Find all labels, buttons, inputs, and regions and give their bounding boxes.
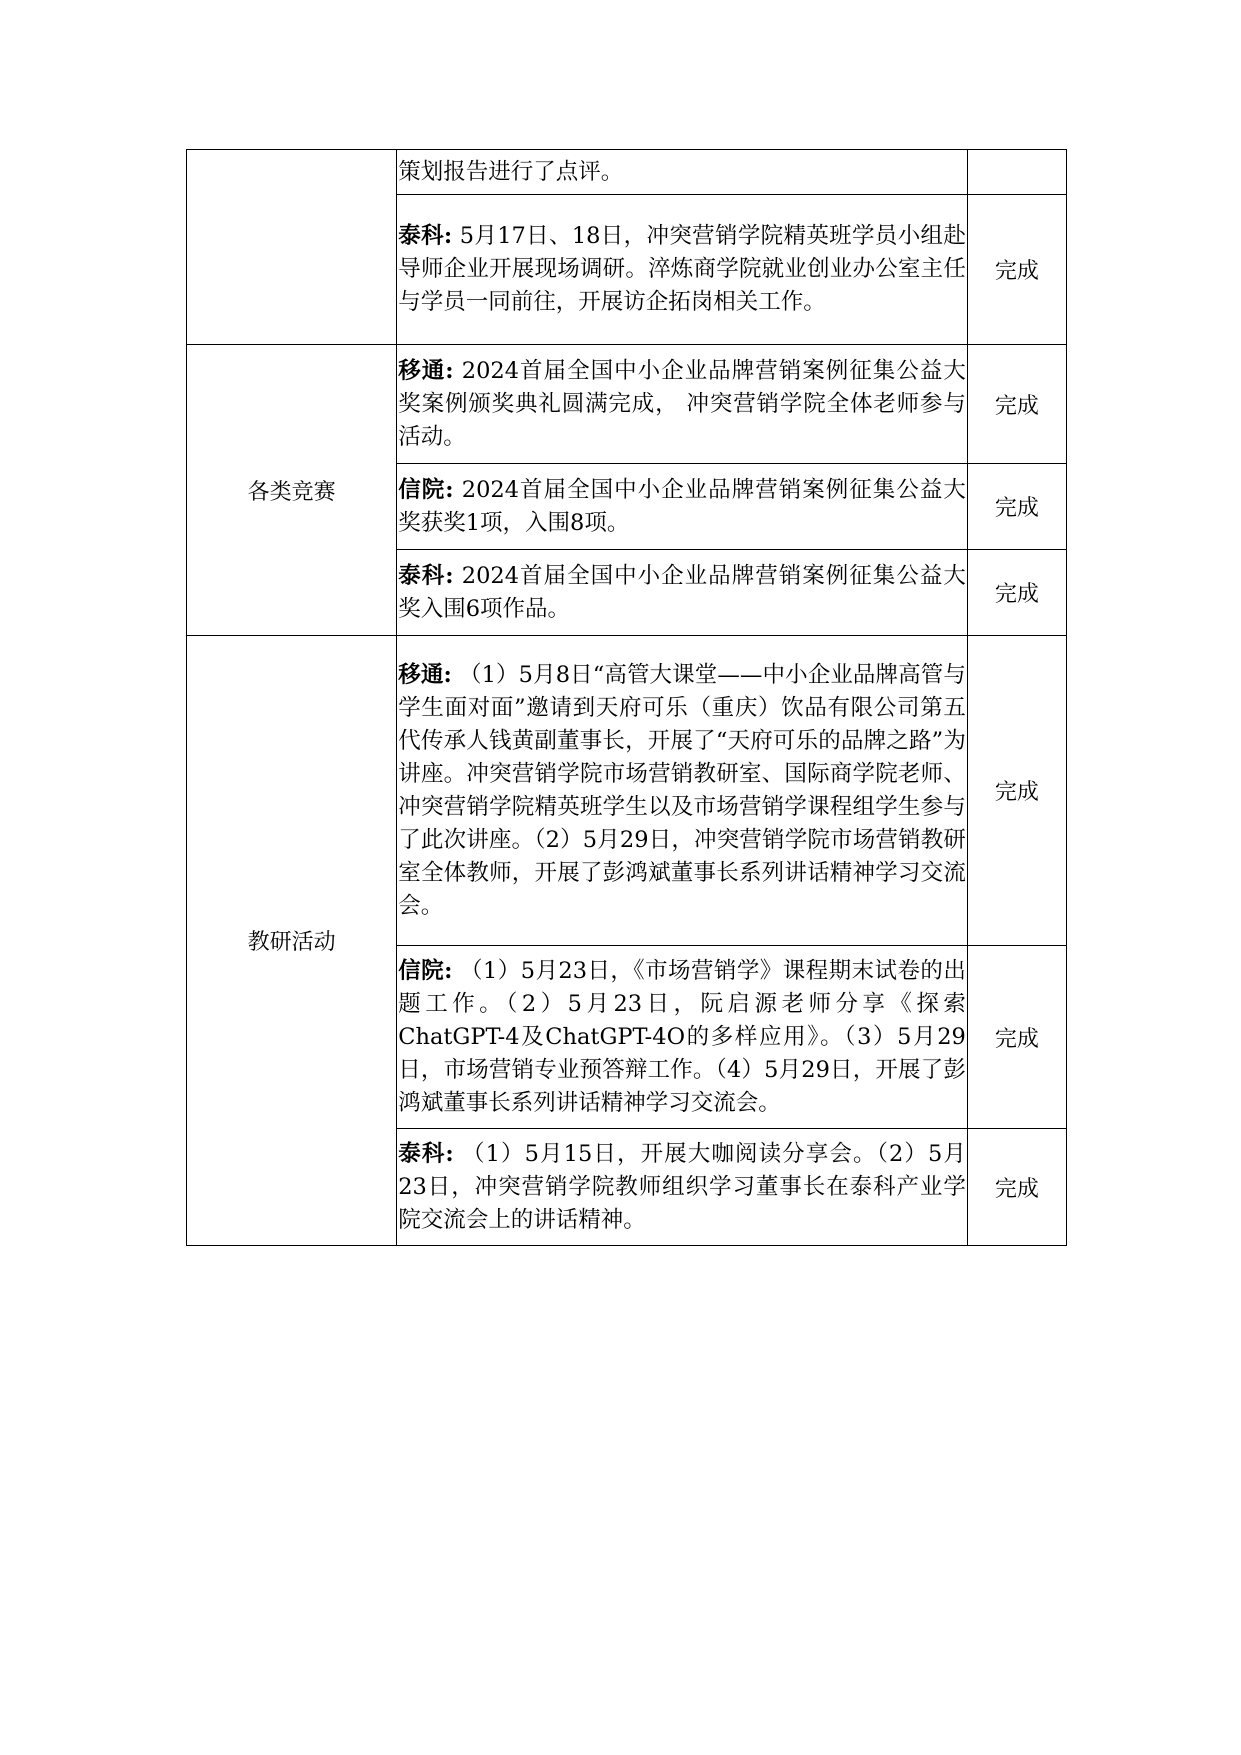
- table-row: [187, 345, 1067, 464]
- description-cell: [397, 636, 968, 946]
- org-label: 泰科:: [398, 562, 454, 589]
- org-label: 信院:: [398, 957, 453, 984]
- category-cell: [187, 150, 397, 345]
- table-row: [187, 150, 1067, 195]
- category-label: 教研活动: [247, 930, 336, 955]
- category-cell: [187, 636, 397, 1246]
- status-label: 完成: [994, 582, 1039, 607]
- org-label: 泰科:: [398, 1140, 454, 1167]
- description-cell: [397, 946, 968, 1129]
- description-text: 5月17日、18日，冲突营销学院精英班学员小组赴导师企业开展现场调研。淬炼商学院就业创业办公室主任与学员一同前往，开展访企拓岗相关工作。: [398, 223, 966, 315]
- status-cell: [967, 464, 1066, 550]
- status-cell: [967, 946, 1066, 1129]
- category-label: 各类竞赛: [247, 479, 336, 505]
- description-cell: [397, 1129, 968, 1246]
- status-label: 完成: [994, 1026, 1039, 1052]
- description-text: 策划报告进行了点评。: [398, 158, 624, 185]
- description-cell: [397, 550, 968, 636]
- status-cell: [967, 195, 1066, 345]
- status-cell: [967, 550, 1066, 636]
- status-label: 完成: [994, 393, 1039, 419]
- description-text: 2024首届全国中小企业品牌营销案例征集公益大奖案例颁奖典礼圆满完成， 冲突营销学院全体老师参与活动。: [398, 357, 966, 450]
- org-label: 移通:: [398, 661, 452, 688]
- description-cell: [397, 345, 968, 464]
- org-label: 泰科:: [398, 223, 453, 249]
- status-label: 完成: [994, 259, 1039, 284]
- status-label: 完成: [994, 496, 1039, 521]
- org-label: 移通:: [398, 357, 454, 384]
- description-text: （1）5月8日“高管大课堂——中小企业品牌高管与学生面对面”邀请到天府可乐（重庆）饮品有限公司第五代传承人钱黄副董事长，开展了“天府可乐的品牌之路”为讲座。冲突营销学院市场营销教研室、国际商学院老师、冲突营销学院精英班学生以及市场营销学课程组学生参与了此次讲座。（2）5月29日，冲突营销学院市场营销教研室全体教师，开展了彭鸿斌董事长系列讲话精神学习交流会。: [398, 661, 966, 919]
- status-cell: [967, 345, 1066, 464]
- description-text: （1）5月23日，《市场营销学》课程期末试卷的出题工作。（2）5月23日，阮启源老师分享《探索ChatGPT-4及ChatGPT-4O的多样应用》。（3）5月29日，市场营销专业预答辩工作。（4）5月29日，开展了彭鸿斌董事长系列讲话精神学习交流会。: [398, 957, 966, 1116]
- status-cell: [967, 636, 1066, 946]
- description-text: 2024首届全国中小企业品牌营销案例征集公益大奖入围6项作品。: [398, 562, 966, 622]
- status-cell: [967, 1129, 1066, 1246]
- description-cell: [397, 150, 968, 195]
- description-cell: [397, 195, 968, 345]
- activity-table: [186, 149, 1067, 1246]
- status-label: 完成: [994, 780, 1039, 805]
- status-label: 完成: [994, 1176, 1039, 1202]
- status-cell: [967, 150, 1066, 195]
- description-text: 2024首届全国中小企业品牌营销案例征集公益大奖获奖1项，入围8项。: [398, 476, 966, 536]
- description-cell: [397, 464, 968, 550]
- table-row: [187, 636, 1067, 946]
- category-cell: [187, 345, 397, 636]
- description-text: （1）5月15日，开展大咖阅读分享会。（2）5月23日，冲突营销学院教师组织学习董事长在泰科产业学院交流会上的讲话精神。: [398, 1140, 966, 1233]
- org-label: 信院:: [398, 476, 454, 503]
